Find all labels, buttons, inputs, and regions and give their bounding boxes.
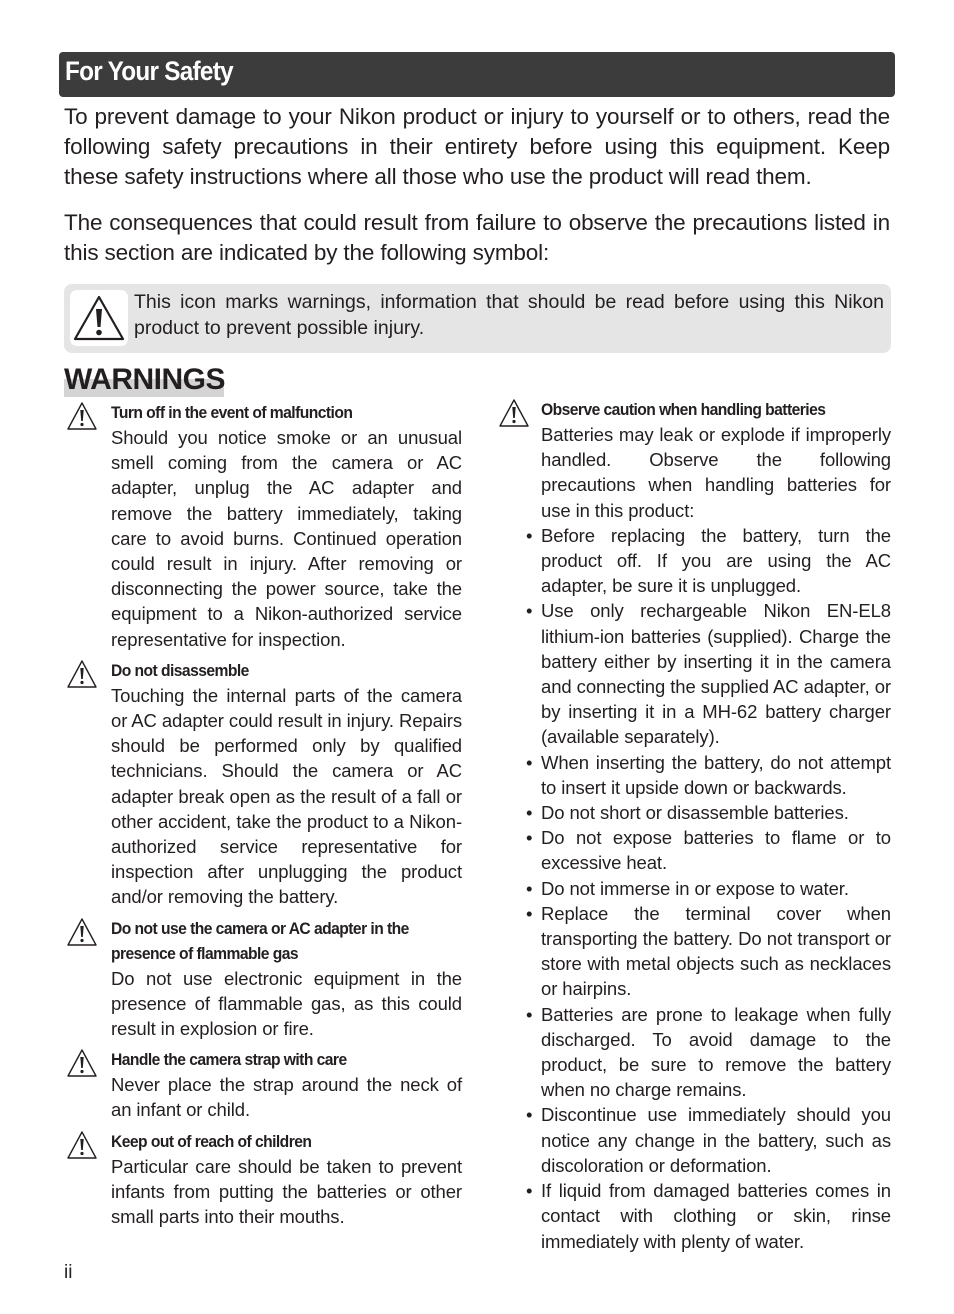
warning-triangle-icon: [66, 917, 98, 947]
bullet: •: [526, 902, 533, 924]
warning-triangle-icon: [66, 659, 98, 689]
list-item-text: If liquid from damaged batteries comes in contact with clothing or skin, rinse immediately with plenty of water.: [541, 1180, 891, 1252]
bullet: •: [526, 877, 533, 899]
list-item-text: Replace the terminal cover when transporting the battery. Do not transport or store with metal objects such as necklaces or hairpins.: [541, 902, 891, 1000]
intro-paragraph: The consequences that could result from failure to observe the precautions listed in this section are indicated by the following symbol:: [64, 210, 890, 265]
warning-title: Keep out of reach of children: [111, 1131, 312, 1151]
warning-body: Particular care should be taken to prevent infants from putting the batteries or other small parts into their mouths.: [111, 1155, 462, 1228]
warning-symbol-notice: [64, 284, 891, 353]
warning-title: Do not use the camera or AC adapter in the presence of flammable gas: [111, 918, 409, 963]
warning-triangle-icon: [66, 401, 98, 431]
intro-paragraph: To prevent damage to your Nikon product or injury to yourself or to others, read the following safety precautions in their entirety before using this equipment. Keep these safety instructions where all those who use the product will read them.: [64, 104, 890, 189]
list-item: [526, 876, 891, 901]
warning-icon-box: [70, 290, 128, 346]
list-item-text: Do not short or disassemble batteries.: [541, 802, 849, 824]
warning-body: Touching the internal parts of the camera or AC adapter could result in injury. Repairs should be performed only by qualified technicians. Should the camera or AC adapter break open as the result of a fall or other accident, take the product to a Nikon-authorized service representative for inspection after unplugging the product and/or removing the battery.: [111, 684, 462, 908]
bullet: •: [526, 1180, 533, 1202]
warning-item-strap: [64, 1047, 462, 1122]
warning-item-malfunction: [64, 400, 462, 652]
battery-precaution-list: [526, 523, 891, 1254]
list-item: [526, 523, 891, 599]
warning-item-children: [64, 1129, 462, 1230]
warning-triangle-icon: [66, 1130, 98, 1160]
bullet: •: [526, 1003, 533, 1025]
list-item-text: Discontinue use immediately should you notice any change in the battery, such as discoloration or deformation.: [541, 1104, 891, 1176]
page-title: For Your Safety: [65, 56, 233, 86]
list-item-text: Do not expose batteries to flame or to excessive heat.: [541, 827, 891, 874]
warning-title: Handle the camera strap with care: [111, 1050, 347, 1070]
warning-triangle-icon: [66, 1048, 98, 1078]
bullet: •: [526, 600, 533, 622]
warning-triangle-icon: [72, 294, 126, 342]
bullet: •: [526, 827, 533, 849]
warning-title: Observe caution when handling batteries: [541, 400, 826, 419]
title-bar: [59, 52, 895, 97]
list-item: [526, 750, 891, 800]
list-item: [526, 1102, 891, 1178]
list-item-text: When inserting the battery, do not attempt to insert it upside down or backwards.: [541, 751, 891, 798]
warnings-left-column: [64, 400, 462, 1235]
list-item: [526, 1002, 891, 1103]
list-item: [526, 1178, 891, 1254]
bullet: •: [526, 1104, 533, 1126]
warnings-title: WARNINGS: [64, 363, 225, 396]
warning-body: Should you notice smoke or an unusual smell coming from the camera or AC adapter, unplug the AC adapter and remove the battery immediately, taking care to avoid burns. Continued operation could result in injury. After removing or disconnecting the power source, take the equipment to a Nikon-authorized service representative for inspection.: [111, 427, 462, 650]
list-item-text: Batteries are prone to leakage when fully discharged. To avoid damage to the product, be sure to remove the battery when no charge remains.: [541, 1003, 891, 1101]
list-item-text: Use only rechargeable Nikon EN-EL8 lithium-ion batteries (supplied). Charge the battery either by inserting it in the camera and connecting the supplied AC adapter, or by inserting it in a MH-62 battery charger (available separately).: [541, 600, 891, 748]
warning-item-batteries: [496, 397, 891, 1254]
bullet: •: [526, 751, 533, 773]
page-number: ii: [64, 1262, 73, 1283]
warning-body: Never place the strap around the neck of an infant or child.: [111, 1074, 462, 1121]
warning-body: Do not use electronic equipment in the presence of flammable gas, as this could result in explosion or fire.: [111, 967, 462, 1040]
list-item-text: Do not immerse in or expose to water.: [541, 877, 849, 899]
list-item: [526, 825, 891, 875]
warnings-heading: [64, 362, 225, 398]
warning-body: Batteries may leak or explode if improperly handled. Observe the following precautions when handling batteries for use in this product:: [541, 424, 891, 521]
bullet: •: [526, 524, 533, 546]
warning-title: Turn off in the event of malfunction: [111, 403, 353, 422]
notice-text: This icon marks warnings, information that should be read before using this Nikon product to prevent possible injury.: [134, 291, 884, 339]
warning-title: Do not disassemble: [111, 660, 249, 680]
warnings-right-column: [496, 397, 891, 1254]
list-item: [526, 800, 891, 825]
warning-triangle-icon: [498, 398, 530, 428]
list-item: [526, 598, 891, 749]
warning-item-disassemble: [64, 658, 462, 910]
warning-item-flammable-gas: [64, 916, 462, 1042]
list-item: [526, 901, 891, 1002]
list-item-text: Before replacing the battery, turn the product off. If you are using the AC adapter, be sure it is unplugged.: [541, 524, 891, 597]
bullet: •: [526, 802, 533, 824]
